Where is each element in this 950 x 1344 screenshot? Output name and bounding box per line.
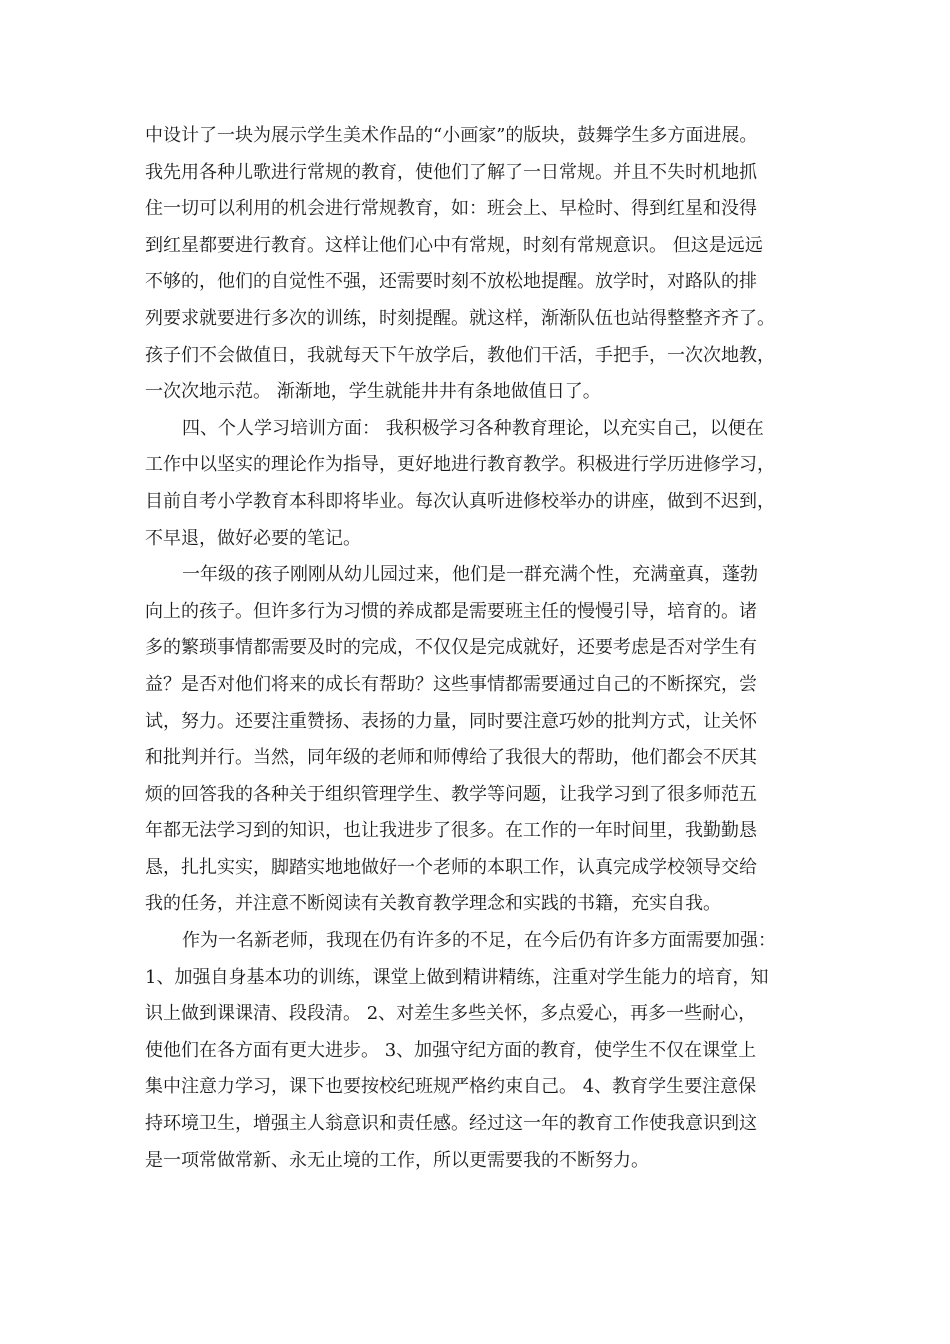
text-line: 孩子们不会做值日，我就每天下午放学后，教他们干活，手把手，一次次地教， (145, 344, 775, 366)
paragraph-start-line: 一年级的孩子刚刚从幼儿园过来，他们是一群充满个性，充满童真，蓬勃 (182, 564, 758, 586)
text-line: 住一切可以利用的机会进行常规教育，如：班会上、早检时、得到红星和没得 (145, 198, 757, 220)
text-line: 多的繁琐事情都需要及时的完成，不仅仅是完成就好，还要考虑是否对学生有 (145, 637, 757, 659)
paragraph-start-line: 作为一名新老师，我现在仍有许多的不足，在今后仍有许多方面需要加强： (182, 930, 776, 952)
text-line: 集中注意力学习，课下也要按校纪班规严格约束自己。 4、教育学生要注意保 (145, 1076, 757, 1098)
text-line: 我的任务，并注意不断阅读有关教育教学理念和实践的书籍，充实自我。 (145, 893, 721, 915)
text-line: 向上的孩子。但许多行为习惯的养成都是需要班主任的慢慢引导，培育的。诸 (145, 600, 757, 622)
text-line: 是一项常做常新、永无止境的工作，所以更需要我的不断努力。 (145, 1149, 649, 1171)
text-line: 持环境卫生，增强主人翁意识和责任感。经过这一年的教育工作使我意识到这 (145, 1113, 757, 1135)
text-line: 一次次地示范。 渐渐地，学生就能井井有条地做值日了。 (145, 381, 601, 403)
text-line: 和批判并行。当然，同年级的老师和师傅给了我很大的帮助，他们都会不厌其 (145, 747, 757, 769)
text-line: 不够的，他们的自觉性不强，还需要时刻不放松地提醒。放学时，对路队的排 (145, 271, 757, 293)
text-line: 烦的回答我的各种关于组织管理学生、教学等问题，让我学习到了很多师范五 (145, 783, 757, 805)
text-line: 列要求就要进行多次的训练，时刻提醒。就这样，渐渐队伍也站得整整齐齐了。 (145, 307, 775, 329)
text-line: 不早退，做好必要的笔记。 (145, 527, 361, 549)
text-line: 试，努力。还要注重赞扬、表扬的力量，同时要注意巧妙的批判方式，让关怀 (145, 710, 757, 732)
text-line: 我先用各种儿歌进行常规的教育，使他们了解了一日常规。并且不失时机地抓 (145, 161, 757, 183)
text-line: 到红星都要进行教育。这样让他们心中有常规，时刻有常规意识。 但这是远远 (145, 234, 763, 256)
text-line: 年都无法学习到的知识，也让我进步了很多。在工作的一年时间里，我勤勤恳 (145, 820, 757, 842)
text-line: 使他们在各方面有更大进步。 3、加强守纪方面的教育，使学生不仅在课堂上 (145, 1039, 757, 1061)
text-line: 工作中以坚实的理论作为指导，更好地进行教育教学。积极进行学历进修学习， (145, 454, 775, 476)
text-line: 益？是否对他们将来的成长有帮助？这些事情都需要通过自己的不断探究，尝 (145, 673, 757, 695)
text-line: 1、加强自身基本功的训练，课堂上做到精讲精练，注重对学生能力的培育，知 (145, 966, 769, 988)
paragraph-start-line: 四、个人学习培训方面： 我积极学习各种教育理论，以充实自己，以便在 (182, 417, 764, 439)
text-line: 中设计了一块为展示学生美术作品的“小画家”的版块，鼓舞学生多方面进展。 (145, 125, 758, 146)
document-body (145, 118, 835, 1179)
text-line: 恳，扎扎实实，脚踏实地地做好一个老师的本职工作，认真完成学校领导交给 (145, 856, 757, 878)
text-line: 目前自考小学教育本科即将毕业。每次认真听进修校举办的讲座，做到不迟到， (145, 490, 775, 512)
text-line: 识上做到课课清、段段清。 2、对差生多些关怀，多点爱心，再多一些耐心， (145, 1003, 757, 1025)
